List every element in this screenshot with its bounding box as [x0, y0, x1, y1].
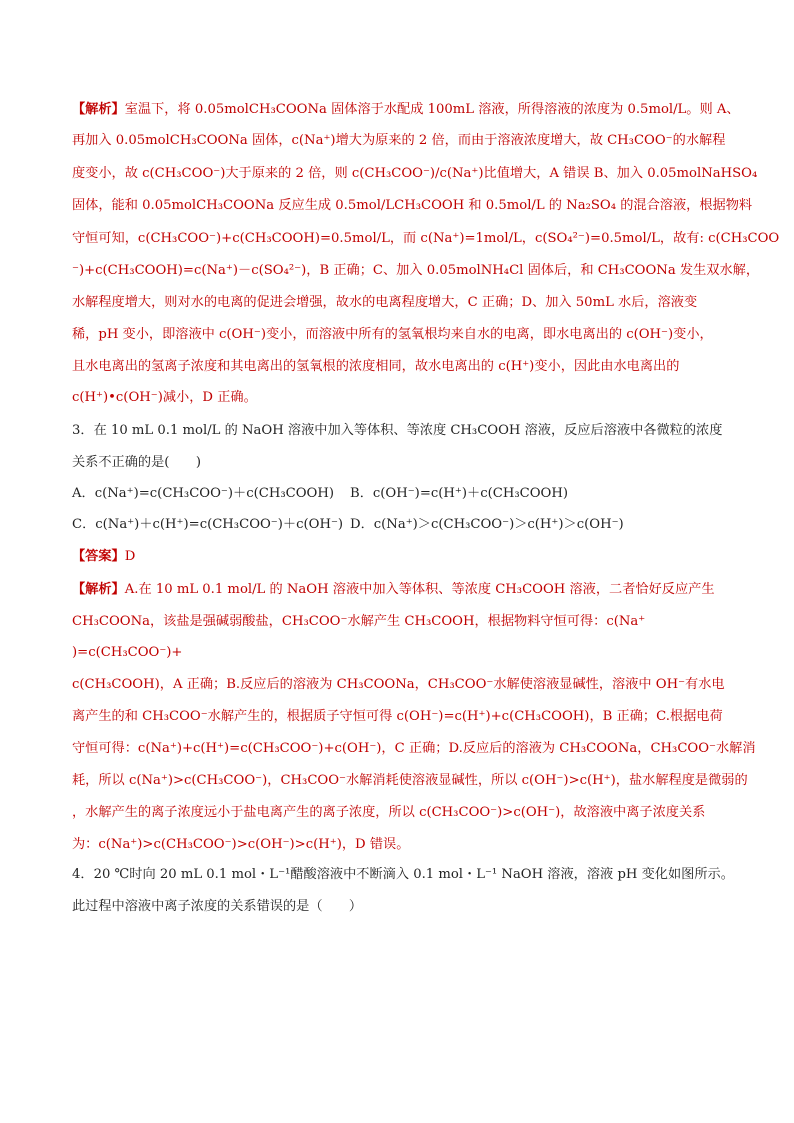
analysis-text: A.在 10 mL 0.1 mol/L 的 NaOH 溶液中加入等体积、等浓度 CH₃COOH 溶液，二者恰好反应产生 — [124, 582, 715, 597]
option-c: C．c(Na⁺)＋c(H⁺)=c(CH₃COO⁻)＋c(OH⁻) — [72, 517, 344, 532]
analysis-line: )=c(CH₃COO⁻)+ — [72, 645, 183, 660]
question-4-stem: 4．20 ℃时向 20 mL 0.1 mol・L⁻¹醋酸溶液中不断滴入 0.1 mol・L⁻¹ NaOH 溶液，溶液 pH 变化如图所示。 — [72, 867, 734, 882]
analysis-line: 守恒可知，c(CH₃COO⁻)+c(CH₃COOH)=0.5mol/L，而 c(Na⁺)=1mol/L，c(SO₄²⁻)=0.5mol/L，故有: c(CH₃COO — [72, 231, 780, 246]
analysis-line: 且水电离出的氢离子浓度和其电离出的氢氧根的浓度相同，故水电离出的 c(H⁺)变小，因此由水电离出的 — [72, 359, 680, 374]
analysis-line: 水解程度增大，则对水的电离的促进会增强，故水的电离程度增大，C 正确；D、加入 50mL 水后，溶液变 — [72, 295, 698, 310]
question-4-stem: 此过程中溶液中离子浓度的关系错误的是（ ） — [72, 899, 363, 914]
analysis-line: 守恒可得：c(Na⁺)+c(H⁺)=c(CH₃COO⁻)+c(OH⁻)，C 正确；D.反应后的溶液为 CH₃COONa，CH₃COO⁻水解消 — [72, 741, 756, 756]
analysis-line: c(CH₃COOH)，A 正确；B.反应后的溶液为 CH₃COONa，CH₃COO⁻水解使溶液显碱性，溶液中 OH⁻有水电 — [72, 677, 725, 692]
answer-line — [72, 550, 135, 563]
analysis-line: 为：c(Na⁺)>c(CH₃COO⁻)>c(OH⁻)>c(H⁺)，D 错误。 — [72, 837, 410, 852]
analysis-line: 固体，能和 0.05molCH₃COONa 反应生成 0.5mol/LCH₃COOH 和 0.5mol/L 的 Na₂SO₄ 的混合溶液，根据物料 — [72, 198, 753, 213]
analysis-text: 室温下，将 0.05molCH₃COONa 固体溶于水配成 100mL 溶液，所得溶液的浓度为 0.5mol/L。则 A、 — [124, 102, 740, 117]
question-3-stem: 3．在 10 mL 0.1 mol/L 的 NaOH 溶液中加入等体积、等浓度 CH₃COOH 溶液，反应后溶液中各微粒的浓度 — [72, 423, 723, 438]
analysis-line: 再加入 0.05molCH₃COONa 固体，c(Na⁺)增大为原来的 2 倍，而由于溶液浓度增大，故 CH₃COO⁻的水解程 — [72, 133, 726, 148]
answer-tag: 【答案】 — [72, 549, 125, 564]
question-3-stem: 关系不正确的是( ) — [72, 455, 201, 470]
option-b: B．c(OH⁻)=c(H⁺)＋c(CH₃COOH) — [350, 486, 568, 501]
answer-value: D — [124, 549, 136, 564]
analysis-line: 稀，pH 变小，即溶液中 c(OH⁻)变小，而溶液中所有的氢氧根均来自水的电离，即水电离出的 c(OH⁻)变小， — [72, 327, 713, 342]
analysis-line — [72, 103, 740, 116]
analysis-tag: 【解析】 — [72, 582, 125, 597]
analysis-line: 度变小，故 c(CH₃COO⁻)大于原来的 2 倍，则 c(CH₃COO⁻)/c(Na⁺)比值增大，A 错误 B、加入 0.05molNaHSO₄ — [72, 166, 758, 181]
analysis-line: 耗，所以 c(Na⁺)>c(CH₃COO⁻)，CH₃COO⁻水解消耗使溶液显碱性，所以 c(OH⁻)>c(H⁺)，盐水解程度是微弱的 — [72, 773, 748, 788]
analysis-line — [72, 583, 715, 596]
analysis-line: ⁻)+c(CH₃COOH)=c(Na⁺)－c(SO₄²⁻)，B 正确；C、加入 0.05molNH₄Cl 固体后，和 CH₃COONa 发生双水解， — [72, 263, 760, 278]
option-a: A．c(Na⁺)=c(CH₃COO⁻)＋c(CH₃COOH) — [72, 486, 334, 501]
analysis-tag: 【解析】 — [72, 102, 125, 117]
analysis-line: c(H⁺)•c(OH⁻)减小，D 正确。 — [72, 390, 257, 405]
analysis-line: 离产生的和 CH₃COO⁻水解产生的，根据质子守恒可得 c(OH⁻)=c(H⁺)+c(CH₃COOH)，B 正确；C.根据电荷 — [72, 709, 723, 724]
analysis-line: ，水解产生的离子浓度远小于盐电离产生的离子浓度，所以 c(CH₃COO⁻)>c(OH⁻)，故溶液中离子浓度关系 — [72, 805, 706, 820]
analysis-line: CH₃COONa，该盐是强碱弱酸盐，CH₃COO⁻水解产生 CH₃COOH，根据物料守恒可得：c(Na⁺ — [72, 614, 646, 629]
option-d: D．c(Na⁺)＞c(CH₃COO⁻)＞c(H⁺)＞c(OH⁻) — [350, 517, 624, 532]
